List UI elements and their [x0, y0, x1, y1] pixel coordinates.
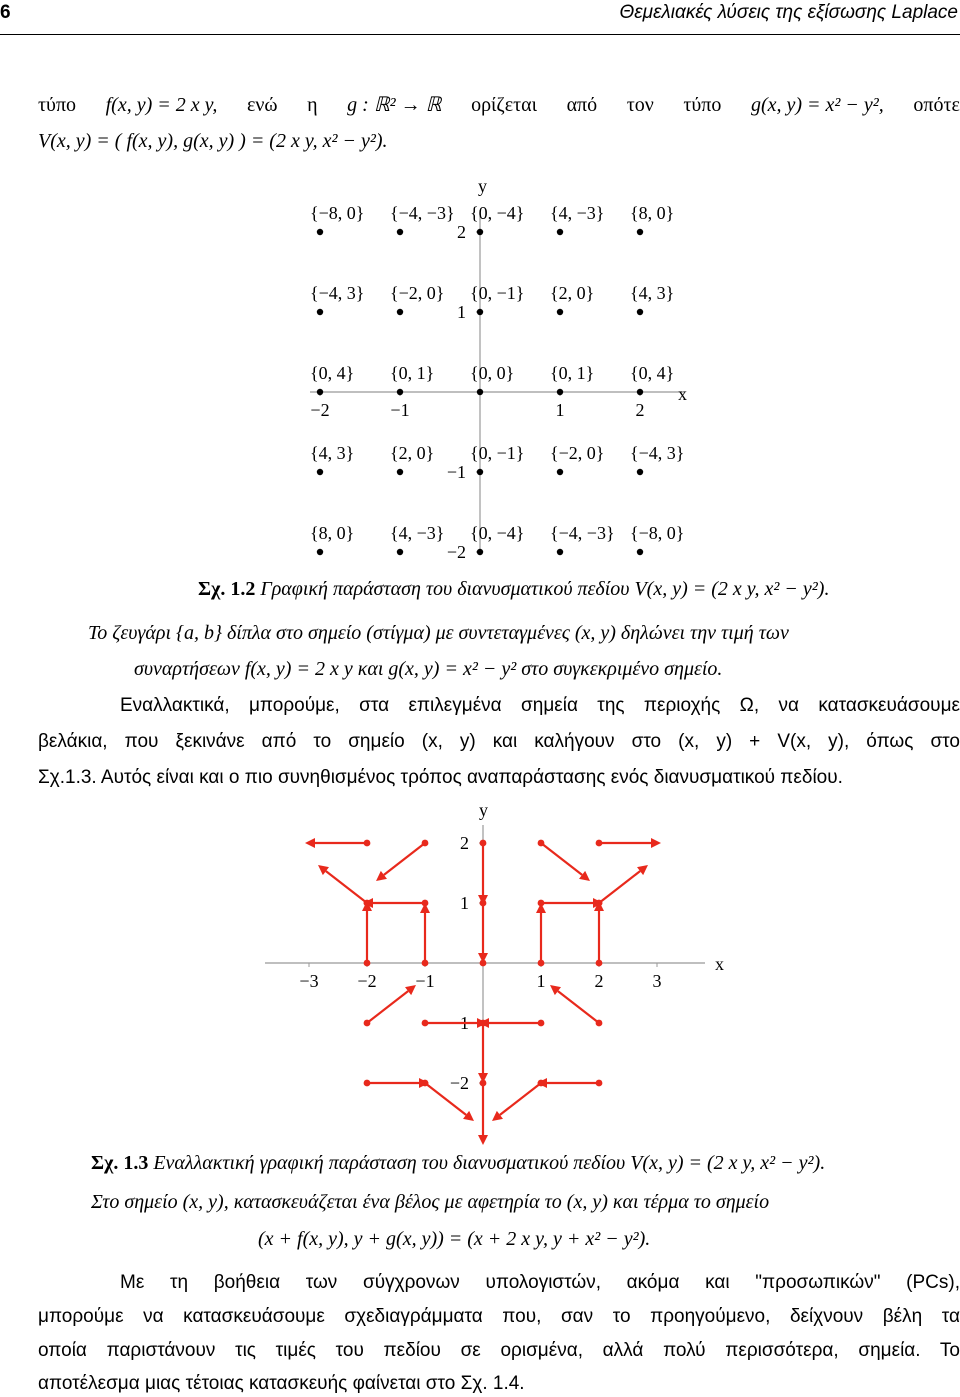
fig12-point — [317, 229, 323, 235]
fig12-point-label: {−4, 3} — [630, 443, 685, 463]
intro-word: από — [566, 94, 598, 116]
fig12-point — [557, 309, 563, 315]
fig12-point — [637, 309, 643, 315]
fig12-point — [637, 549, 643, 555]
fig13-x-tick-label: −3 — [299, 971, 319, 991]
fig13-x-tick-label: 3 — [652, 971, 662, 991]
fig12-point-label: {8, 0} — [310, 523, 355, 543]
para2-line-2: μπορούμε να κατασκευάσουμε σχεδιαγράμματα που, σαν το προηγούμενο, δείχνουν βέλη τα — [38, 1306, 960, 1327]
fig12-point-label: {−8, 0} — [630, 523, 685, 543]
fig12-x-tick-label: 1 — [555, 400, 565, 420]
fig12-point — [397, 469, 403, 475]
fig12-point — [477, 389, 483, 395]
para2-line-4: αποτέλεσμα μιας τέτοιας κατασκευής φαίνεται στο Σχ. 1.4. — [38, 1373, 525, 1394]
page-number: 6 — [0, 2, 11, 23]
fig12-point-label: {−4, −3} — [390, 203, 455, 223]
intro-formula-g: g(x, y) = x² − y², — [750, 94, 884, 116]
fig12-point — [397, 309, 403, 315]
intro-formula-f: f(x, y) = 2 x y, — [105, 94, 218, 116]
fig13-note-2: (x + f(x, y), y + g(x, y)) = (x + 2 x y, y + x² − y²). — [258, 1228, 651, 1250]
fig13-x-tick-label: −1 — [415, 971, 435, 991]
fig13-x-tick-label: −2 — [357, 971, 377, 991]
fig12-x-label: x — [678, 384, 687, 404]
fig12-point — [397, 389, 403, 395]
intro-formula-map: g : ℝ² → ℝ — [347, 94, 442, 116]
fig13-x-ticks — [299, 963, 661, 991]
fig12-point-label: {4, −3} — [550, 203, 605, 223]
figure-1-2 — [290, 170, 710, 570]
fig12-point — [397, 229, 403, 235]
para1-line-3: Σχ.1.3. Αυτός είναι και ο πιο συνηθισμένος τρόπος αναπαράστασης ενός διανυσματικού πεδίου. — [38, 767, 843, 788]
fig12-caption-label: Σχ. 1.2 — [198, 578, 256, 600]
fig13-caption-formula: V(x, y) = (2 x y, x² − y²). — [630, 1152, 826, 1174]
fig13-arrow — [599, 871, 640, 903]
fig13-caption — [91, 1150, 825, 1176]
fig12-point-label: {0, 1} — [390, 363, 435, 383]
fig13-x-tick-label: 2 — [594, 971, 604, 991]
fig12-x-tick-label: −1 — [390, 400, 410, 420]
fig12-y-label: y — [478, 176, 487, 196]
fig13-arrow-head — [537, 1078, 547, 1088]
fig12-x-tick-label: −2 — [310, 400, 330, 420]
running-title: Θεμελιακές λύσεις της εξίσωσης Laplace — [619, 2, 958, 23]
fig12-point-label: {0, 4} — [310, 363, 355, 383]
intro-line-1 — [38, 92, 960, 118]
fig12-point — [557, 389, 563, 395]
fig13-caption-text: Εναλλακτική γραφική παράσταση του διανυσματικού πεδίου — [153, 1152, 626, 1174]
fig13-note-1: Στο σημείο (x, y), κατασκευάζεται ένα βέλος με αφετηρία το (x, y) και τέρμα το σημείο — [91, 1191, 770, 1213]
intro-word: η — [307, 94, 318, 116]
fig12-point — [637, 469, 643, 475]
intro-word: ενώ — [246, 94, 278, 116]
fig12-point — [637, 389, 643, 395]
fig12-point-label: {4, 3} — [310, 443, 355, 463]
para1-line-2: βελάκια, που ξεκινάνε από το σημείο (x, y) και καλήγουν στο (x, y) + V(x, y), όπως στο — [38, 731, 960, 752]
fig12-point — [317, 309, 323, 315]
fig13-arrow-head — [478, 1073, 488, 1083]
fig12-point-label: {0, 0} — [470, 363, 515, 383]
fig12-point-label: {−2, 0} — [390, 283, 445, 303]
fig12-point — [637, 229, 643, 235]
fig12-point — [397, 549, 403, 555]
fig12-point — [317, 549, 323, 555]
fig12-caption-formula: V(x, y) = (2 x y, x² − y²). — [634, 578, 830, 600]
fig12-point-label: {−4, −3} — [550, 523, 615, 543]
fig12-y-tick-label: 2 — [457, 222, 466, 242]
intro-word: τύπο — [683, 94, 722, 116]
fig12-point-label: {−4, 3} — [310, 283, 365, 303]
fig13-y-label: y — [479, 800, 488, 820]
fig12-caption — [198, 576, 829, 602]
fig12-y-tick-label: −1 — [446, 462, 466, 482]
intro-word: ορίζεται — [471, 94, 537, 116]
fig12-point-label: {0, −1} — [470, 283, 525, 303]
fig12-point-label: {2, 0} — [390, 443, 435, 463]
fig13-arrow — [367, 991, 408, 1023]
fig13-arrow — [541, 843, 582, 875]
fig12-note-1: Το ζευγάρι {a, b} δίπλα στο σημείο (στίγμα) με συντεταγμένες (x, y) δηλώνει την τιμή των — [88, 622, 789, 644]
fig12-point-label: {4, 3} — [630, 283, 675, 303]
fig12-point — [557, 229, 563, 235]
fig12-x-ticks — [310, 392, 644, 420]
figure-1-3 — [260, 800, 760, 1145]
fig13-arrow — [558, 991, 599, 1023]
fig12-point-label: {0, −1} — [470, 443, 525, 463]
fig13-arrow — [500, 1083, 541, 1115]
fig13-arrow — [326, 871, 367, 903]
fig13-arrow-head — [305, 838, 315, 848]
fig12-point — [477, 229, 483, 235]
fig13-y-tick-label: 2 — [460, 833, 469, 853]
fig12-points — [310, 203, 684, 555]
fig13-x-tick-label: 1 — [536, 971, 546, 991]
fig13-arrow-head — [478, 1135, 488, 1145]
fig12-point-label: {8, 0} — [630, 203, 675, 223]
fig12-point-label: {2, 0} — [550, 283, 595, 303]
fig12-point — [557, 469, 563, 475]
fig12-point-label: {−2, 0} — [550, 443, 605, 463]
fig13-caption-label: Σχ. 1.3 — [91, 1152, 149, 1174]
para1-line-1: Εναλλακτικά, μπορούμε, στα επιλεγμένα σημεία της περιοχής Ω, να κατασκευάσουμε — [120, 695, 960, 716]
intro-line-2: V(x, y) = ( f(x, y), g(x, y) ) = (2 x y, x² − y²). — [38, 130, 388, 152]
fig13-arrow-head — [651, 838, 661, 848]
fig12-caption-text: Γραφική παράσταση του διανυσματικού πεδίου — [260, 578, 630, 600]
fig12-point-label: {0, 1} — [550, 363, 595, 383]
para2-line-3: οποία παριστάνουν τις τιμές του πεδίου σε ορισμένα, αλλά πολύ περισσότερα, σημεία. Το — [38, 1340, 960, 1361]
fig13-arrow — [384, 843, 425, 875]
fig12-note-2: συναρτήσεων f(x, y) = 2 x y και g(x, y) = x² − y² στο συγκεκριμένο σημείο. — [134, 658, 723, 680]
fig12-point — [477, 549, 483, 555]
para2-line-1: Με τη βοήθεια των σύγχρονων υπολογιστών, ακόμα και "προσωπικών" (PCs), — [120, 1272, 960, 1293]
fig12-y-tick-label: 1 — [457, 302, 466, 322]
fig12-point-label: {−8, 0} — [310, 203, 365, 223]
fig13-y-tick-label: −1 — [449, 1013, 469, 1033]
fig12-point — [317, 389, 323, 395]
fig12-point-label: {0, −4} — [470, 203, 525, 223]
fig13-y-tick-label: −2 — [449, 1073, 469, 1093]
fig12-point — [477, 309, 483, 315]
fig12-point-label: {4, −3} — [390, 523, 445, 543]
fig12-x-tick-label: 2 — [635, 400, 645, 420]
intro-word: τύπο — [38, 94, 77, 116]
fig13-x-label: x — [715, 954, 724, 974]
fig12-y-tick-label: −2 — [446, 542, 466, 562]
fig12-point-label: {0, −4} — [470, 523, 525, 543]
fig12-point — [557, 549, 563, 555]
fig12-point — [317, 469, 323, 475]
intro-word: οπότε — [913, 94, 960, 116]
fig13-arrow-head — [478, 953, 488, 963]
intro-word: τον — [626, 94, 654, 116]
fig13-y-tick-label: 1 — [460, 893, 469, 913]
fig12-point — [477, 469, 483, 475]
header-rule — [0, 34, 960, 35]
fig12-point-label: {0, 4} — [630, 363, 675, 383]
